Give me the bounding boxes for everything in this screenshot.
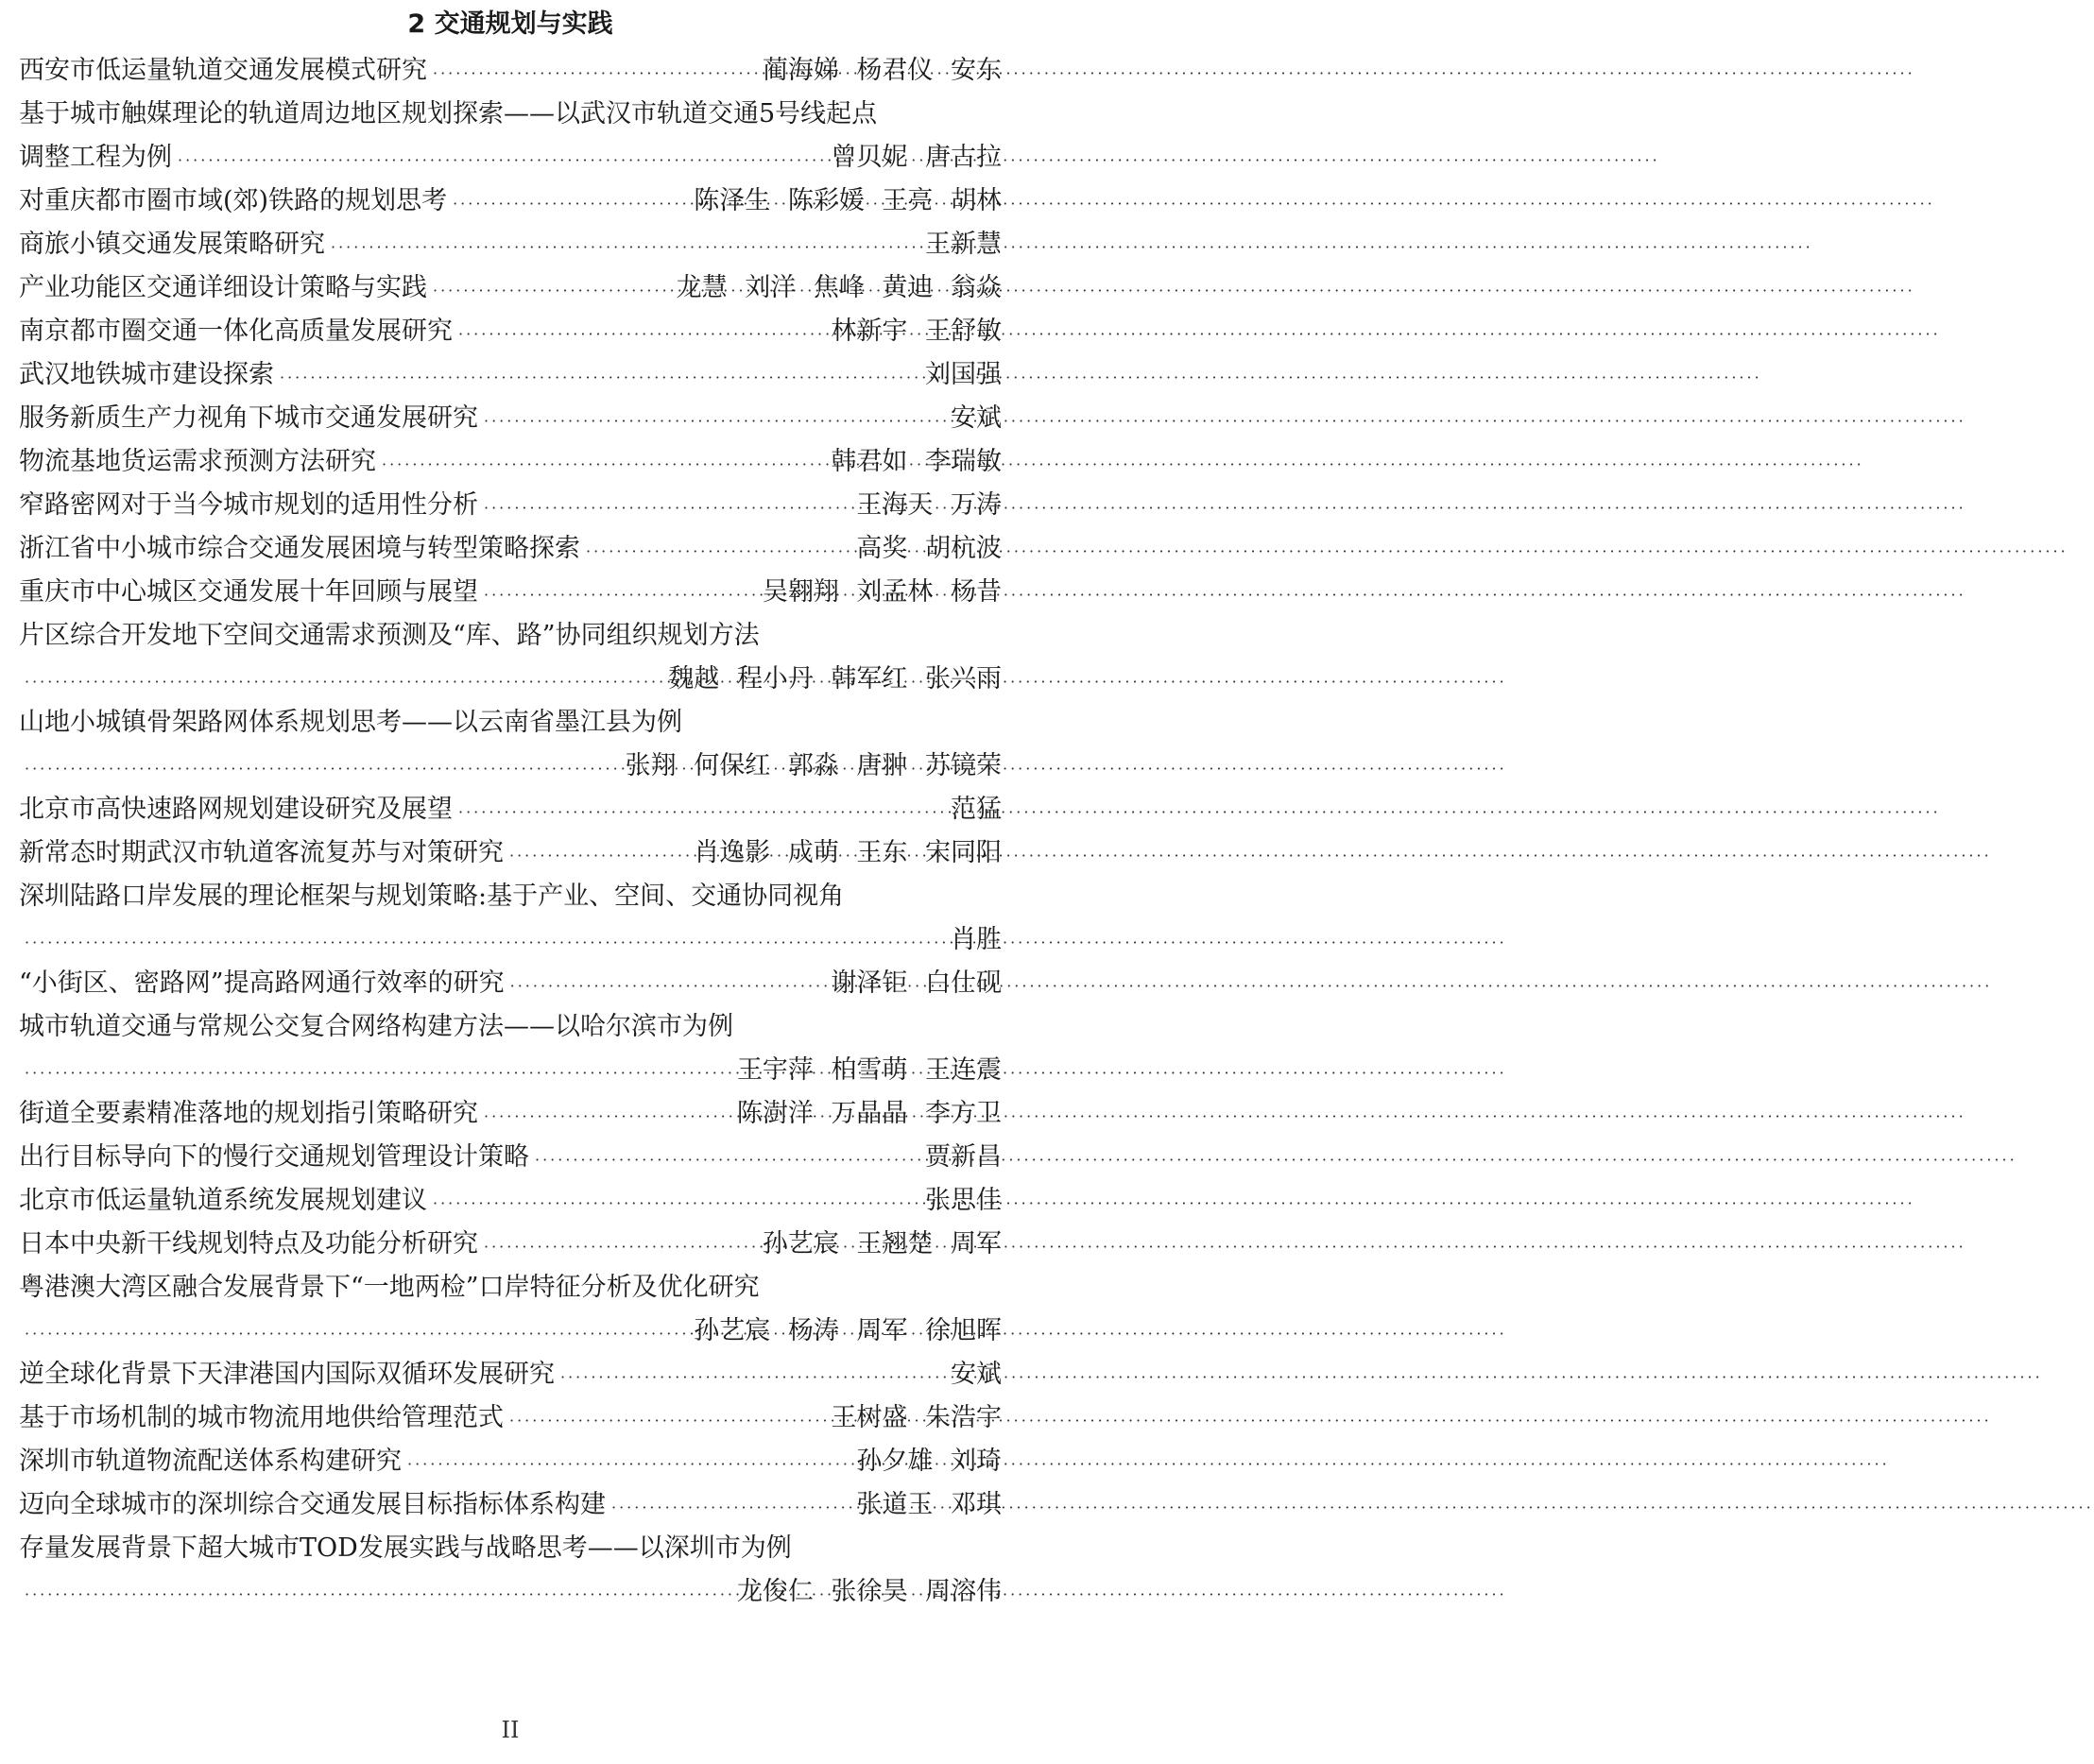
toc-entry-title: 物流基地货运需求预测方法研究 (19, 447, 376, 476)
toc-entry-author-line (19, 918, 1002, 962)
toc-entry-title: 深圳市轨道物流配送体系构建研究 (19, 1447, 402, 1476)
leader-dots (25, 1312, 688, 1356)
leader-dots (433, 52, 757, 95)
toc-entry (19, 1353, 1002, 1396)
toc-entry-title: 基于城市触媒理论的轨道周边地区规划探索——以武汉市轨道交通5号线起点 (19, 99, 878, 128)
toc-entry (19, 571, 1002, 614)
leader-dots (25, 1573, 731, 1617)
toc-entry-author-line (19, 1570, 1002, 1614)
toc-entry-title-line (19, 1527, 1002, 1570)
toc-entry (19, 310, 1002, 353)
toc-entry (19, 788, 1002, 831)
toc-entry-authors: 安斌 (951, 1360, 1002, 1389)
toc-entry-title: 商旅小镇交通发展策略研究 (19, 230, 325, 259)
toc-entry-authors: 蔺海娣 杨君仪 安东 (762, 56, 1002, 85)
toc-entry-title: 北京市高快速路网规划建设研究及展望 (19, 795, 453, 824)
page-number: II (501, 1717, 520, 1743)
toc-entry-title: 粤港澳大湾区融合发展背景下“一地两检”口岸特征分析及优化研究 (19, 1273, 760, 1302)
toc-entry-title: 迈向全球城市的深圳综合交通发展目标指标体系构建 (19, 1490, 606, 1519)
toc-entry-authors: 肖逸影 成萌 王东 宋同阳 (694, 838, 1002, 867)
toc-entry-title: 窄路密网对于当今城市规划的适用性分析 (19, 490, 478, 520)
section-title: 2 交通规划与实践 (407, 9, 613, 39)
leader-dots (178, 139, 825, 182)
leader-dots (509, 1399, 825, 1443)
toc-entry (19, 397, 1002, 440)
leader-dots (458, 791, 945, 834)
leader-dots (433, 269, 671, 313)
toc-entry-title: 新常态时期武汉市轨道客流复苏与对策研究 (19, 838, 504, 867)
toc-entry-authors: 谢泽钜 白仕砚 (831, 968, 1002, 998)
leader-dots (510, 965, 826, 1008)
toc-entry-authors: 王宇萍 柏雪萌 王连震 (736, 1055, 1002, 1085)
toc-entry-authors: 高奖 胡杭波 (856, 534, 1002, 563)
toc-entry-authors: 曾贝妮 唐古拉 (831, 143, 1002, 172)
toc-entry (19, 180, 1002, 223)
leader-dots (25, 1052, 731, 1095)
table-of-contents (19, 49, 1002, 1614)
leader-dots (453, 182, 688, 226)
toc-entry-authors: 王树盛 朱浩宇 (831, 1403, 1002, 1432)
toc-entry-authors: 龙俊仁 张徐昊 周溶伟 (736, 1577, 1002, 1606)
toc-entry (19, 1483, 1002, 1527)
leader-dots (484, 574, 757, 617)
leader-dots (458, 313, 825, 356)
leader-dots (382, 443, 825, 487)
toc-entry (19, 831, 1002, 875)
toc-entry-authors: 张思佳 (925, 1186, 1002, 1215)
toc-entry-title: 服务新质生产力视角下城市交通发展研究 (19, 403, 478, 433)
leader-dots (280, 356, 919, 400)
toc-entry-title: 武汉地铁城市建设探索 (19, 360, 274, 389)
toc-entry-title: 深圳陆路口岸发展的理论框架与规划策略:基于产业、空间、交通协同视角 (19, 882, 845, 911)
toc-entry-title-line (19, 875, 1002, 918)
toc-entry-title: 日本中央新干线规划特点及功能分析研究 (19, 1229, 478, 1259)
toc-entry-authors: 龙慧 刘洋 焦峰 黄迪 翁焱 (676, 273, 1002, 302)
toc-entry-title: 山地小城镇骨架路网体系规划思考——以云南省墨江县为例 (19, 708, 682, 737)
toc-entry (19, 1396, 1002, 1440)
leader-dots (611, 1486, 850, 1530)
toc-entry-authors: 贾新昌 (925, 1142, 1002, 1172)
toc-entry-title-line (19, 701, 1002, 745)
toc-entry-author-line (19, 136, 1002, 180)
toc-entry (19, 1136, 1002, 1179)
toc-entry-author-line (19, 1310, 1002, 1353)
toc-entry (19, 1179, 1002, 1223)
toc-entry (19, 1440, 1002, 1483)
toc-entry-author-line (19, 745, 1002, 788)
leader-dots (509, 834, 688, 878)
leader-dots (331, 226, 919, 269)
toc-entry-title: 浙江省中小城市综合交通发展困境与转型策略探索 (19, 534, 580, 563)
toc-entry-title: 逆全球化背景下天津港国内国际双循环发展研究 (19, 1360, 555, 1389)
toc-entry-title-line (19, 614, 1002, 658)
toc-entry (19, 962, 1002, 1005)
toc-entry-authors: 孙夕雄 刘琦 (856, 1447, 1002, 1476)
toc-entry (19, 353, 1002, 397)
leader-dots (25, 747, 620, 791)
toc-entry-authors: 安斌 (951, 403, 1002, 433)
toc-entry-authors: 孙艺宸 杨涛 周军 徐旭晖 (694, 1316, 1002, 1345)
toc-entry-title: 对重庆都市圈市域(郊)铁路的规划思考 (19, 186, 448, 215)
toc-entry-title-continuation: 调整工程为例 (19, 143, 172, 172)
leader-dots (25, 921, 945, 965)
toc-entry-authors: 韩君如 李瑞敏 (831, 447, 1002, 476)
leader-dots (586, 530, 850, 574)
toc-entry (19, 1223, 1002, 1266)
leader-dots (433, 1182, 919, 1225)
toc-entry (19, 527, 1002, 571)
toc-entry-authors: 张道玉 邓琪 (856, 1490, 1002, 1519)
toc-entry-title: 街道全要素精准落地的规划指引策略研究 (19, 1099, 478, 1128)
toc-entry-authors: 吴翱翔 刘孟林 杨昔 (762, 577, 1002, 607)
toc-entry-authors: 张翔 何保红 郭淼 唐翀 苏镜荣 (625, 751, 1002, 780)
leader-dots (535, 1139, 919, 1182)
toc-entry-author-line (19, 658, 1002, 701)
toc-entry-title: 片区综合开发地下空间交通需求预测及“库、路”协同组织规划方法 (19, 621, 760, 650)
toc-entry-title: 存量发展背景下超大城市TOD发展实践与战略思考——以深圳市为例 (19, 1533, 792, 1563)
leader-dots (25, 660, 662, 704)
toc-entry (19, 49, 1002, 93)
leader-dots (484, 1225, 757, 1269)
toc-entry-title: 出行目标导向下的慢行交通规划管理设计策略 (19, 1142, 529, 1172)
toc-entry-title: 西安市低运量轨道交通发展模式研究 (19, 56, 427, 85)
toc-entry-authors: 陈澍洋 万晶晶 李方卫 (736, 1099, 1002, 1128)
toc-entry (19, 484, 1002, 527)
toc-entry-title-line (19, 1005, 1002, 1049)
toc-entry-authors: 刘国强 (925, 360, 1002, 389)
toc-entry-authors: 魏越 程小丹 韩军红 张兴雨 (668, 664, 1002, 694)
toc-entry-authors: 范猛 (951, 795, 1002, 824)
toc-entry-title: “小街区、密路网”提高路网通行效率的研究 (19, 968, 505, 998)
toc-entry-title: 北京市低运量轨道系统发展规划建议 (19, 1186, 427, 1215)
leader-dots (484, 400, 945, 443)
leader-dots (560, 1356, 945, 1399)
toc-entry (19, 440, 1002, 484)
toc-entry-authors: 孙艺宸 王翘楚 周军 (762, 1229, 1002, 1259)
toc-entry (19, 223, 1002, 266)
toc-entry-authors: 陈泽生 陈彩媛 王亮 胡林 (694, 186, 1002, 215)
toc-entry-title-line (19, 1266, 1002, 1310)
leader-dots (484, 1095, 731, 1139)
toc-entry-title: 基于市场机制的城市物流用地供给管理范式 (19, 1403, 504, 1432)
leader-dots (407, 1443, 850, 1486)
toc-entry-title: 产业功能区交通详细设计策略与实践 (19, 273, 427, 302)
toc-entry-authors: 王海天 万涛 (856, 490, 1002, 520)
toc-entry-author-line (19, 1049, 1002, 1092)
toc-entry-authors: 肖胜 (951, 925, 1002, 954)
toc-entry-authors: 王新慧 (925, 230, 1002, 259)
leader-dots (484, 487, 850, 530)
toc-entry-title-line (19, 93, 1002, 136)
toc-entry-authors: 林新宇 王舒敏 (831, 317, 1002, 346)
toc-entry (19, 266, 1002, 310)
toc-entry-title: 重庆市中心城区交通发展十年回顾与展望 (19, 577, 478, 607)
toc-entry-title: 南京都市圈交通一体化高质量发展研究 (19, 317, 453, 346)
toc-entry-title: 城市轨道交通与常规公交复合网络构建方法——以哈尔滨市为例 (19, 1012, 733, 1041)
toc-entry (19, 1092, 1002, 1136)
